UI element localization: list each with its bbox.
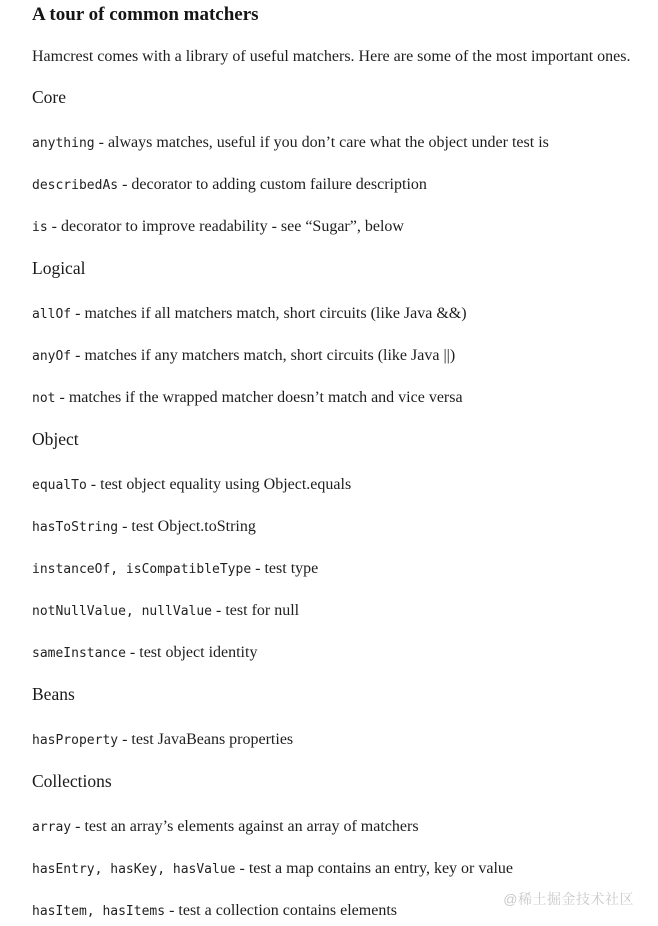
- matcher-desc: - test a collection contains elements: [165, 902, 397, 919]
- matcher-code: array: [32, 820, 72, 835]
- matcher-code: describedAs: [32, 178, 119, 193]
- matcher-desc: - test object equality using Object.equals: [86, 476, 352, 493]
- section-heading-logical: Logical: [32, 258, 86, 278]
- matcher-desc: - test a map contains an entry, key or value: [235, 860, 514, 877]
- intro-paragraph: Hamcrest comes with a library of useful matchers. Here are some of the most important ones.: [32, 48, 631, 65]
- matcher-desc: - decorator to adding custom failure description: [118, 176, 427, 193]
- matcher-desc: - test type: [251, 560, 319, 577]
- matcher-item: [32, 474, 644, 496]
- matcher-code: anyOf: [32, 349, 72, 364]
- section-heading-object: Object: [32, 429, 79, 449]
- section-heading-core: Core: [32, 87, 67, 107]
- matcher-desc: - test JavaBeans properties: [118, 731, 294, 748]
- matcher-item: [32, 174, 644, 196]
- matcher-code: not: [32, 391, 56, 406]
- matcher-item: [32, 132, 644, 154]
- matcher-code: instanceOf, isCompatibleType: [32, 562, 252, 577]
- matcher-desc: - matches if the wrapped matcher doesn’t match and vice versa: [55, 389, 463, 406]
- matcher-desc: - matches if all matchers match, short circuits (like Java &&): [71, 305, 467, 322]
- matcher-code: notNullValue, nullValue: [32, 604, 213, 619]
- matcher-item: [32, 858, 644, 880]
- section-heading-collections: Collections: [32, 771, 112, 791]
- matcher-item: [32, 816, 644, 838]
- matcher-item: [32, 600, 644, 622]
- matcher-item: [32, 729, 644, 751]
- matcher-item: [32, 516, 644, 538]
- matcher-code: hasToString: [32, 520, 119, 535]
- matcher-desc: - matches if any matchers match, short circuits (like Java ||): [71, 347, 456, 364]
- matcher-desc: - test Object.toString: [118, 518, 256, 535]
- matcher-code: is: [32, 220, 48, 235]
- matcher-desc: - test for null: [212, 602, 300, 619]
- matcher-item: [32, 558, 644, 580]
- matcher-item: [32, 642, 644, 664]
- matcher-item: [32, 216, 644, 238]
- matcher-code: hasItem, hasItems: [32, 904, 166, 919]
- matcher-desc: - test an array’s elements against an array of matchers: [71, 818, 419, 835]
- matcher-item: [32, 345, 644, 367]
- watermark: @稀土掘金技术社区: [503, 891, 634, 907]
- matcher-desc: - test object identity: [125, 644, 258, 661]
- page-title: A tour of common matchers: [32, 4, 259, 25]
- matcher-code: equalTo: [32, 478, 87, 493]
- section-heading-beans: Beans: [32, 684, 75, 704]
- matcher-item: [32, 303, 644, 325]
- matcher-code: hasEntry, hasKey, hasValue: [32, 862, 236, 877]
- matcher-desc: - decorator to improve readability - see “Sugar”, below: [47, 218, 404, 235]
- matcher-code: anything: [32, 136, 95, 151]
- matcher-desc: - always matches, useful if you don’t care what the object under test is: [94, 134, 549, 151]
- matcher-item: [32, 387, 644, 409]
- matcher-code: hasProperty: [32, 733, 119, 748]
- matcher-code: sameInstance: [32, 646, 126, 661]
- matcher-code: allOf: [32, 307, 72, 322]
